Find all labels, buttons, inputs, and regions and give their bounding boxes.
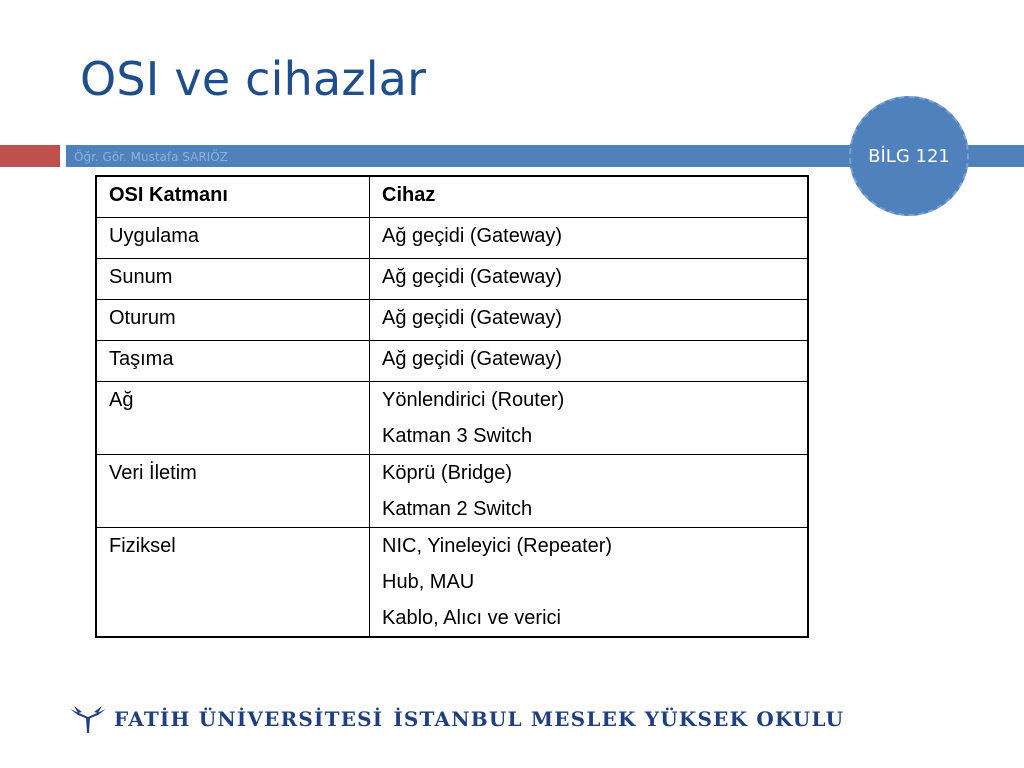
device-name: Katman 2 Switch — [382, 498, 533, 520]
course-badge-label: BİLG 121 — [868, 145, 950, 167]
device-cell — [370, 300, 809, 341]
device-cell — [370, 528, 809, 638]
layer-cell: Oturum — [96, 300, 370, 341]
device-name: Yönlendirici (Router) — [382, 389, 565, 411]
table-header-row — [96, 176, 808, 218]
layer-cell: Taşıma — [96, 341, 370, 382]
device-name: Hub, MAU — [382, 571, 475, 593]
device-cell — [370, 382, 809, 455]
column-header-device: Cihaz — [370, 176, 809, 218]
device-cell — [370, 455, 809, 528]
table-row — [96, 382, 808, 455]
table-row — [96, 341, 808, 382]
table-row — [96, 528, 808, 638]
device-name: Katman 3 Switch — [382, 425, 533, 447]
author-label: Öğr. Gör. Mustafa SARIÖZ — [74, 150, 228, 164]
device-name: Ağ geçidi (Gateway) — [382, 307, 563, 329]
layer-cell: Fiziksel — [96, 528, 370, 638]
table-row — [96, 455, 808, 528]
university-logo-icon — [68, 703, 108, 735]
device-name: Ağ geçidi (Gateway) — [382, 266, 563, 288]
layer-cell: Uygulama — [96, 218, 370, 259]
device-cell — [370, 341, 809, 382]
footer-school-name: İSTANBUL MESLEK YÜKSEK OKULU — [393, 707, 845, 731]
table-row — [96, 218, 808, 259]
device-name: Kablo, Alıcı ve verici — [382, 607, 561, 629]
column-header-layer: OSI Katmanı — [96, 176, 370, 218]
device-cell — [370, 259, 809, 300]
footer-logo-bar — [68, 702, 868, 736]
table-row — [96, 259, 808, 300]
device-name: Ağ geçidi (Gateway) — [382, 225, 563, 247]
device-name: NIC, Yineleyici (Repeater) — [382, 535, 613, 557]
device-name: Ağ geçidi (Gateway) — [382, 348, 563, 370]
layer-cell: Sunum — [96, 259, 370, 300]
device-cell — [370, 218, 809, 259]
layer-cell: Ağ — [96, 382, 370, 455]
slide-title: OSI ve cihazlar — [80, 52, 427, 106]
course-badge — [849, 96, 969, 216]
device-name: Köprü (Bridge) — [382, 462, 513, 484]
header-band-accent — [0, 145, 60, 167]
layer-cell: Veri İletim — [96, 455, 370, 528]
footer-university-name: FATİH ÜNİVERSİTESİ — [114, 707, 384, 731]
table-body — [96, 218, 808, 638]
table-row — [96, 300, 808, 341]
osi-devices-table — [95, 175, 809, 638]
